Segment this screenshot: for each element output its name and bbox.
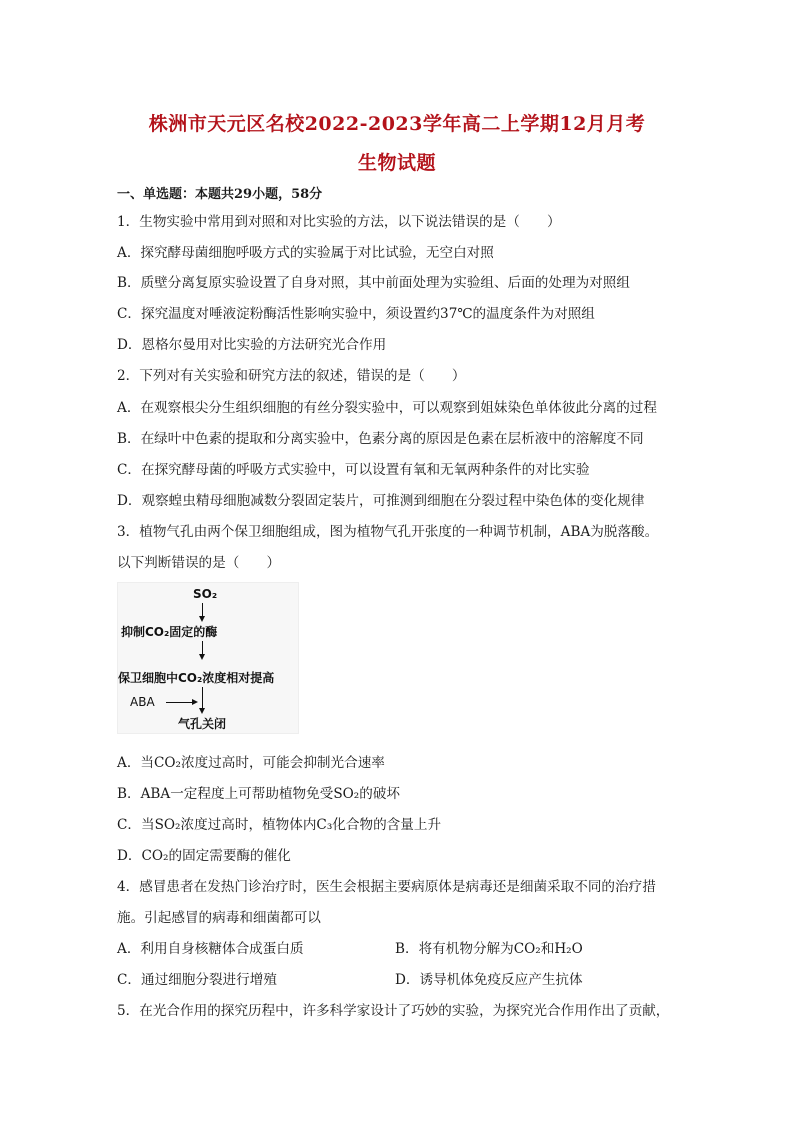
document-title: 株洲市天元区名校2022-2023学年高二上学期12月月考	[148, 113, 646, 135]
question-3-option-a: A．当CO₂浓度过高时，可能会抑制光合速率	[117, 755, 385, 771]
question-1-option-c: C．探究温度对唾液淀粉酶活性影响实验中，须设置约37℃的温度条件为对照组	[117, 306, 595, 322]
question-4-stem-line1: 4．感冒患者在发热门诊治疗时，医生会根据主要病原体是病毒还是细菌采取不同的治疗措	[117, 879, 656, 895]
question-4-option-a: A．利用自身核糖体合成蛋白质	[117, 941, 304, 957]
flow-diagram-figure	[117, 582, 299, 734]
question-2-stem: 2．下列对有关实验和研究方法的叙述，错误的是（ ）	[117, 368, 466, 384]
question-4-option-b: B．将有机物分解为CO₂和H₂O	[395, 941, 583, 957]
question-3-option-c: C．当SO₂浓度过高时，植物体内C₃化合物的含量上升	[117, 817, 442, 833]
question-1-option-b: B．质壁分离复原实验设置了自身对照，其中前面处理为实验组、后面的处理为对照组	[117, 275, 630, 291]
document-subtitle: 生物试题	[357, 152, 436, 174]
question-4-stem-line2: 施。引起感冒的病毒和细菌都可以	[117, 910, 321, 926]
question-5-stem: 5．在光合作用的探究历程中，许多科学家设计了巧妙的实验，为探究光合作用作出了贡献，	[117, 1003, 670, 1019]
question-1-option-d: D．恩格尔曼用对比实验的方法研究光合作用	[117, 337, 387, 353]
question-3-stem-line2: 以下判断错误的是（ ）	[117, 555, 281, 571]
arrow-down-icon	[202, 641, 203, 655]
question-1-stem: 1．生物实验中常用到对照和对比实验的方法，以下说法错误的是（ ）	[117, 214, 561, 230]
arrow-right-icon	[166, 702, 193, 703]
question-2-option-d: D．观察蝗虫精母细胞减数分裂固定装片，可推测到细胞在分裂过程中染色体的变化规律	[117, 493, 645, 509]
diagram-node-closure: 气孔关闭	[178, 717, 227, 731]
diagram-node-so2: SO₂	[193, 587, 218, 601]
diagram-node-enzyme: 抑制CO₂固定的酶	[121, 625, 218, 639]
question-2-option-c: C．在探究酵母菌的呼吸方式实验中，可以设置有氧和无氧两种条件的对比实验	[117, 462, 590, 478]
arrow-down-icon	[202, 687, 203, 709]
question-1-option-a: A．探究酵母菌细胞呼吸方式的实验属于对比试验，无空白对照	[117, 245, 494, 261]
question-4-option-d: D．诱导机体免疫反应产生抗体	[395, 972, 583, 988]
question-3-stem-line1: 3．植物气孔由两个保卫细胞组成，图为植物气孔开张度的一种调节机制，ABA为脱落酸。	[117, 524, 659, 540]
question-2-option-a: A．在观察根尖分生组织细胞的有丝分裂实验中，可以观察到姐妹染色单体彼此分离的过程	[117, 400, 657, 416]
diagram-node-co2: 保卫细胞中CO₂浓度相对提高	[118, 671, 275, 685]
question-3-option-d: D．CO₂的固定需要酶的催化	[117, 848, 291, 864]
arrow-down-icon	[202, 603, 203, 617]
diagram-node-aba: ABA	[130, 695, 155, 709]
section-heading: 一、单选题：本题共29小题，58分	[117, 187, 323, 202]
question-2-option-b: B．在绿叶中色素的提取和分离实验中，色素分离的原因是色素在层析液中的溶解度不同	[117, 431, 644, 447]
question-4-option-c: C．通过细胞分裂进行增殖	[117, 972, 277, 988]
question-3-option-b: B．ABA一定程度上可帮助植物免受SO₂的破坏	[117, 786, 401, 802]
